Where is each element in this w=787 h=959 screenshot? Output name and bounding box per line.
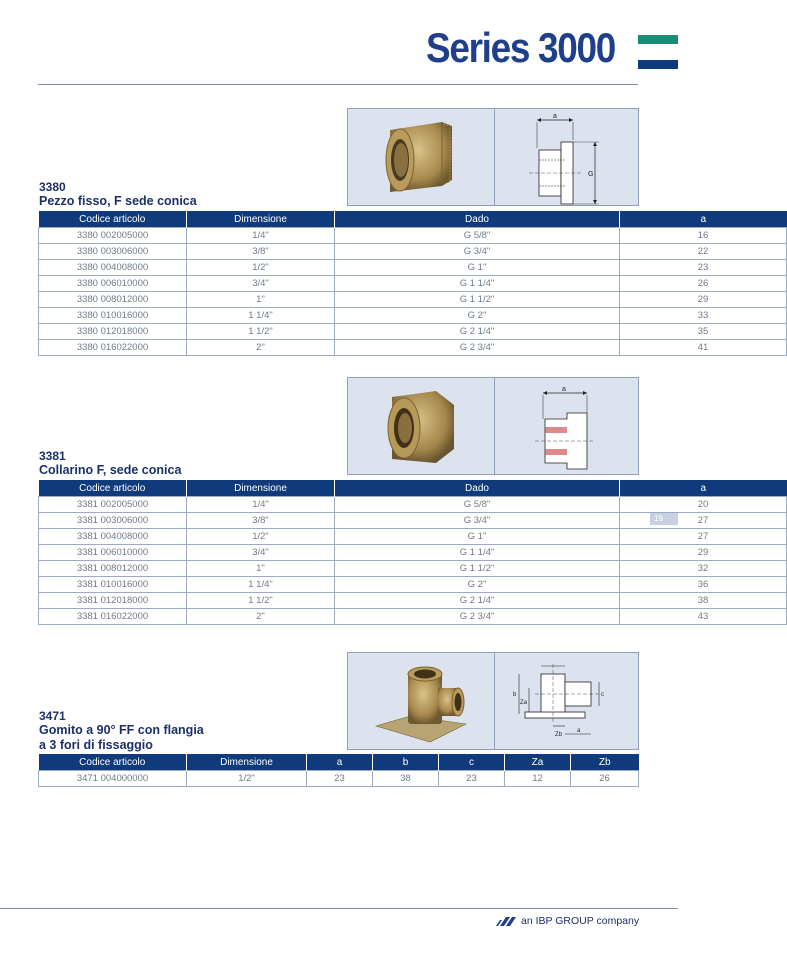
table-cell: G 5/8" <box>335 228 620 244</box>
table-cell: G 1 1/4" <box>335 545 620 561</box>
column-header: Codice articolo <box>39 754 187 771</box>
table-row <box>39 324 787 340</box>
table-cell: 3380 002005000 <box>39 228 187 244</box>
table-cell: 3381 002005000 <box>39 497 187 513</box>
table-cell: 38 <box>620 593 787 609</box>
table-row <box>39 609 787 625</box>
table-cell: 23 <box>307 771 373 787</box>
table-cell: 2" <box>187 609 335 625</box>
table-cell: 3381 006010000 <box>39 545 187 561</box>
technical-drawing-3380 <box>495 110 639 206</box>
table-cell: 3380 016022000 <box>39 340 187 356</box>
table-row <box>39 276 787 292</box>
table-cell: 1 1/4" <box>187 308 335 324</box>
table-cell: 1/2" <box>187 529 335 545</box>
fitting-photo-3380 <box>370 110 470 206</box>
table-cell: G 2 1/4" <box>335 324 620 340</box>
table-cell: 27 <box>620 513 787 529</box>
column-header: Dado <box>335 480 620 497</box>
table-cell: 3381 003006000 <box>39 513 187 529</box>
table-cell: 32 <box>620 561 787 577</box>
footer <box>496 915 639 927</box>
column-header: Zb <box>571 754 639 771</box>
column-header: Codice articolo <box>39 480 187 497</box>
column-header: a <box>620 480 787 497</box>
table-row <box>39 497 787 513</box>
column-header: c <box>439 754 505 771</box>
table-cell: 27 <box>620 529 787 545</box>
table-cell: 1 1/4" <box>187 577 335 593</box>
drawing-label-a: a <box>562 386 566 393</box>
table-cell: 43 <box>620 609 787 625</box>
table-cell: 33 <box>620 308 787 324</box>
brand-logo-icon <box>638 35 678 68</box>
table-cell: 1/4" <box>187 497 335 513</box>
section-name-3471-line2: a 3 fori di fissaggio <box>39 738 153 752</box>
fitting-photo-3381 <box>370 379 470 475</box>
table-cell: G 5/8" <box>335 497 620 513</box>
table-cell: 20 <box>620 497 787 513</box>
table-cell: 1 1/2" <box>187 593 335 609</box>
table-row <box>39 561 787 577</box>
table-cell: 3381 010016000 <box>39 577 187 593</box>
section-name-3471-line1: Gomito a 90° FF con flangia <box>39 723 204 737</box>
drawing-label-a: a <box>553 113 557 120</box>
table-cell: G 3/4" <box>335 513 620 529</box>
product-image-box-3381 <box>347 377 639 475</box>
table-header-row <box>39 211 787 228</box>
page-number-tab: 19 <box>650 513 678 525</box>
table-cell: 36 <box>620 577 787 593</box>
table-row <box>39 771 639 787</box>
ibp-logo-icon <box>496 917 516 926</box>
table-row <box>39 292 787 308</box>
table-cell: 12 <box>505 771 571 787</box>
column-header: b <box>373 754 439 771</box>
table-cell: 29 <box>620 545 787 561</box>
table-cell: 22 <box>620 244 787 260</box>
table-cell: 3/4" <box>187 276 335 292</box>
table-cell: 1/4" <box>187 228 335 244</box>
table-cell: 3/8" <box>187 513 335 529</box>
table-cell: 3380 003006000 <box>39 244 187 260</box>
product-image-box-3380 <box>347 108 639 206</box>
table-cell: 3/4" <box>187 545 335 561</box>
table-cell: 23 <box>620 260 787 276</box>
column-header: a <box>620 211 787 228</box>
column-header: Dado <box>335 211 620 228</box>
spec-table-3380 <box>38 211 787 356</box>
table-cell: 26 <box>571 771 639 787</box>
drawing-label-b: b <box>513 692 517 698</box>
column-header: Za <box>505 754 571 771</box>
spec-table-3471 <box>38 754 639 787</box>
table-cell: 3471 004000000 <box>39 771 187 787</box>
table-header-row <box>39 480 787 497</box>
column-header: Dimensione <box>187 480 335 497</box>
table-cell: 38 <box>373 771 439 787</box>
table-header-row <box>39 754 639 771</box>
table-cell: G 1 1/4" <box>335 276 620 292</box>
table-cell: 3380 010016000 <box>39 308 187 324</box>
table-cell: G 2 3/4" <box>335 609 620 625</box>
table-cell: G 2 3/4" <box>335 340 620 356</box>
table-cell: 3381 016022000 <box>39 609 187 625</box>
table-cell: 3381 004008000 <box>39 529 187 545</box>
table-cell: 3380 004008000 <box>39 260 187 276</box>
table-cell: 1/2" <box>187 260 335 276</box>
table-row <box>39 577 787 593</box>
section-code-3380: 3380 <box>39 180 66 194</box>
column-header: Dimensione <box>187 211 335 228</box>
table-row <box>39 593 787 609</box>
table-row <box>39 260 787 276</box>
table-cell: 2" <box>187 340 335 356</box>
table-cell: 1/2" <box>187 771 307 787</box>
table-cell: G 2" <box>335 577 620 593</box>
drawing-label-a: a <box>577 728 581 734</box>
table-cell: G 1" <box>335 529 620 545</box>
column-header: a <box>307 754 373 771</box>
spec-table-3381 <box>38 480 787 625</box>
table-cell: 1 1/2" <box>187 324 335 340</box>
table-cell: 1" <box>187 292 335 308</box>
table-cell: 29 <box>620 292 787 308</box>
table-cell: G 1 1/2" <box>335 292 620 308</box>
table-cell: 3381 012018000 <box>39 593 187 609</box>
table-row <box>39 244 787 260</box>
table-cell: G 1 1/2" <box>335 561 620 577</box>
table-cell: G 3/4" <box>335 244 620 260</box>
section-code-3381: 3381 <box>39 449 66 463</box>
table-row <box>39 529 787 545</box>
drawing-label-c: c <box>601 692 604 698</box>
drawing-label-za: Za <box>520 700 528 706</box>
table-cell: 41 <box>620 340 787 356</box>
table-cell: 3380 012018000 <box>39 324 187 340</box>
table-row <box>39 545 787 561</box>
table-cell: 23 <box>439 771 505 787</box>
table-cell: 16 <box>620 228 787 244</box>
technical-drawing-3381 <box>495 379 639 475</box>
section-name-3381: Collarino F, sede conica <box>39 463 182 477</box>
table-cell: 35 <box>620 324 787 340</box>
footer-divider <box>0 908 678 909</box>
table-cell: 3380 006010000 <box>39 276 187 292</box>
table-cell: 1" <box>187 561 335 577</box>
table-cell: 26 <box>620 276 787 292</box>
table-cell: 3380 008012000 <box>39 292 187 308</box>
page-title: Series 3000 <box>426 24 615 71</box>
table-cell: G 1" <box>335 260 620 276</box>
table-row <box>39 340 787 356</box>
section-name-3380: Pezzo fisso, F sede conica <box>39 194 197 208</box>
table-cell: 3381 008012000 <box>39 561 187 577</box>
column-header: Dimensione <box>187 754 307 771</box>
column-header: Codice articolo <box>39 211 187 228</box>
table-cell: G 2" <box>335 308 620 324</box>
table-row <box>39 228 787 244</box>
drawing-label-zb: Zb <box>555 732 563 738</box>
drawing-label-g: G <box>588 171 594 178</box>
section-code-3471: 3471 <box>39 709 66 723</box>
technical-drawing-3471 <box>495 654 639 750</box>
table-cell: G 2 1/4" <box>335 593 620 609</box>
header-divider <box>38 84 638 85</box>
product-image-box-3471 <box>347 652 639 750</box>
footer-text: an IBP GROUP company <box>521 915 640 927</box>
table-row <box>39 308 787 324</box>
fitting-photo-3471 <box>370 654 480 750</box>
table-cell: 3/8" <box>187 244 335 260</box>
